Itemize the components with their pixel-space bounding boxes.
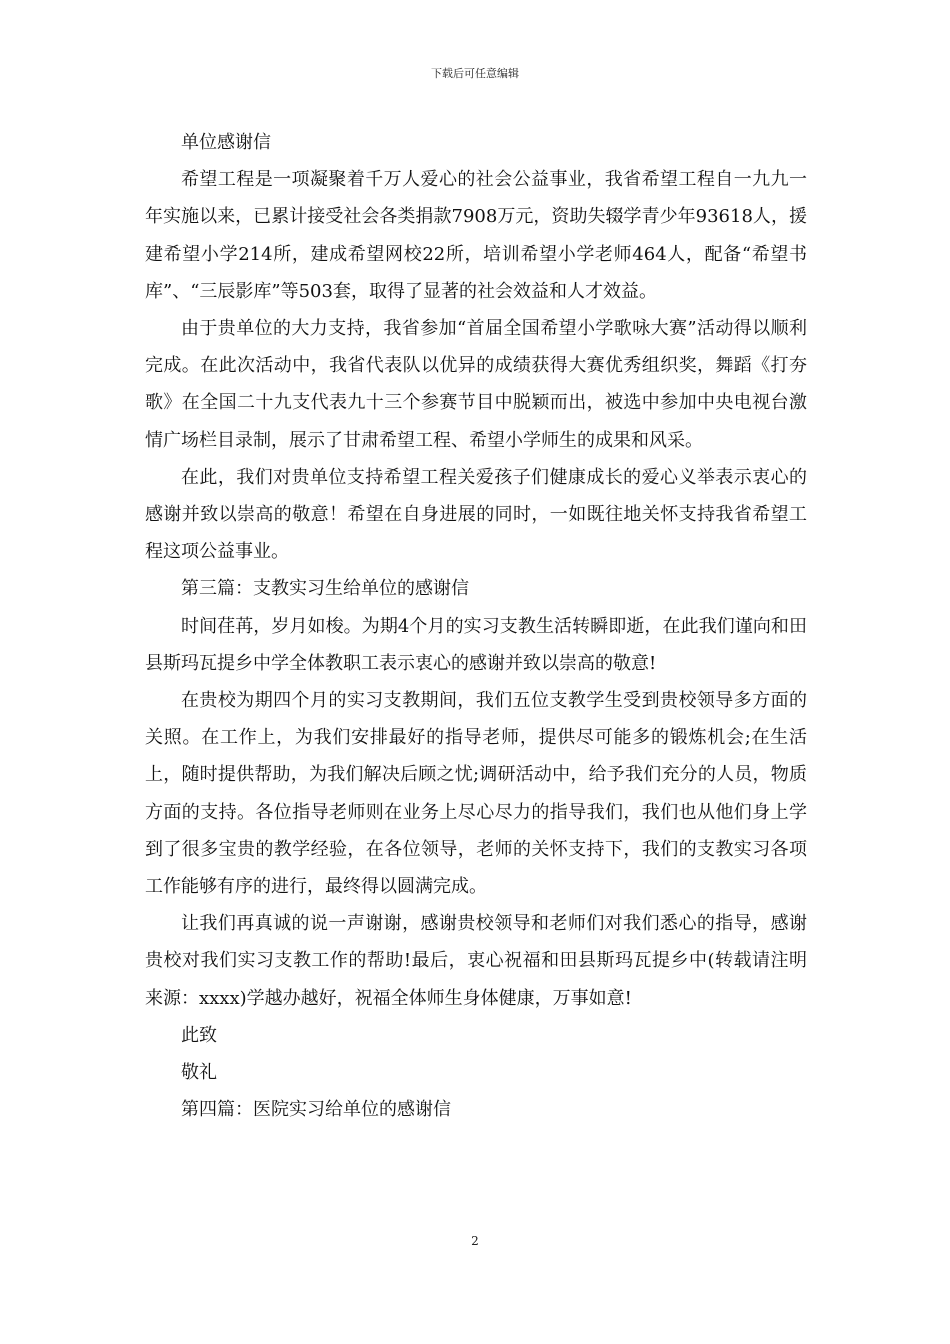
page-number: 2 bbox=[471, 1234, 479, 1248]
paragraph-project-intro: 希望工程是一项凝聚着千万人爱心的社会公益事业，我省希望工程自一九九一年实施以来，已累计接受社会各类捐款7908万元，资助失辍学青少年93618人，援建希望小学214所，建成希望网校22所，培训希望小学老师464人，配备“希望书库”、“三辰影库”等503套，取得了显著的社会效益和人才效益。 bbox=[145, 169, 807, 302]
page-header-note: 下载后可任意编辑 bbox=[431, 67, 519, 80]
document-body bbox=[145, 124, 807, 1128]
paragraph-final-thanks: 让我们再真诚的说一声谢谢，感谢贵校领导和老师们对我们悉心的指导，感谢贵校对我们实习支教工作的帮助!最后，衷心祝福和田县斯玛瓦提乡中(转载请注明来源：xxxx)学越办越好，祝福全体师生身体健康，万事如意! bbox=[145, 913, 807, 1009]
paragraph-competition-support: 由于贵单位的大力支持，我省参加“首届全国希望小学歌咏大赛”活动得以顺利完成。在此次活动中，我省代表队以优异的成绩获得大赛优秀组织奖，舞蹈《打夯歌》在全国二十九支代表九十三个参赛节目中脱颖而出，被选中参加中央电视台激情广场栏目录制，展示了甘肃希望工程、希望小学师生的成果和风采。 bbox=[145, 318, 807, 451]
closing-salutation: 此致 bbox=[181, 1024, 217, 1046]
paragraph-time-passes: 时间荏苒，岁月如梭。为期4个月的实习支教生活转瞬即逝，在此我们谨向和田县斯玛瓦提乡中学全体教职工表示衷心的感谢并致以崇高的敬意! bbox=[145, 615, 807, 674]
section-heading-fourth: 第四篇：医院实习给单位的感谢信 bbox=[181, 1099, 451, 1121]
letter-title: 单位感谢信 bbox=[181, 132, 271, 153]
paragraph-teaching-period: 在贵校为期四个月的实习支教期间，我们五位支教学生受到贵校领导多方面的关照。在工作上，为我们安排最好的指导老师，提供尽可能多的锻炼机会;在生活上，随时提供帮助，为我们解决后顾之忧;调研活动中，给予我们充分的人员，物质方面的支持。各位指导老师则在业务上尽心尽力的指导我们，我们也从他们身上学到了很多宝贵的教学经验，在各位领导，老师的关怀支持下，我们的支教实习各项工作能够有序的进行，最终得以圆满完成。 bbox=[145, 690, 807, 898]
closing-regards: 敬礼 bbox=[181, 1062, 217, 1084]
section-heading-third: 第三篇：支教实习生给单位的感谢信 bbox=[181, 578, 469, 600]
paragraph-gratitude: 在此，我们对贵单位支持希望工程关爱孩子们健康成长的爱心义举表示衷心的感谢并致以崇高的敬意！希望在自身进展的同时，一如既往地关怀支持我省希望工程这项公益事业。 bbox=[145, 466, 807, 563]
